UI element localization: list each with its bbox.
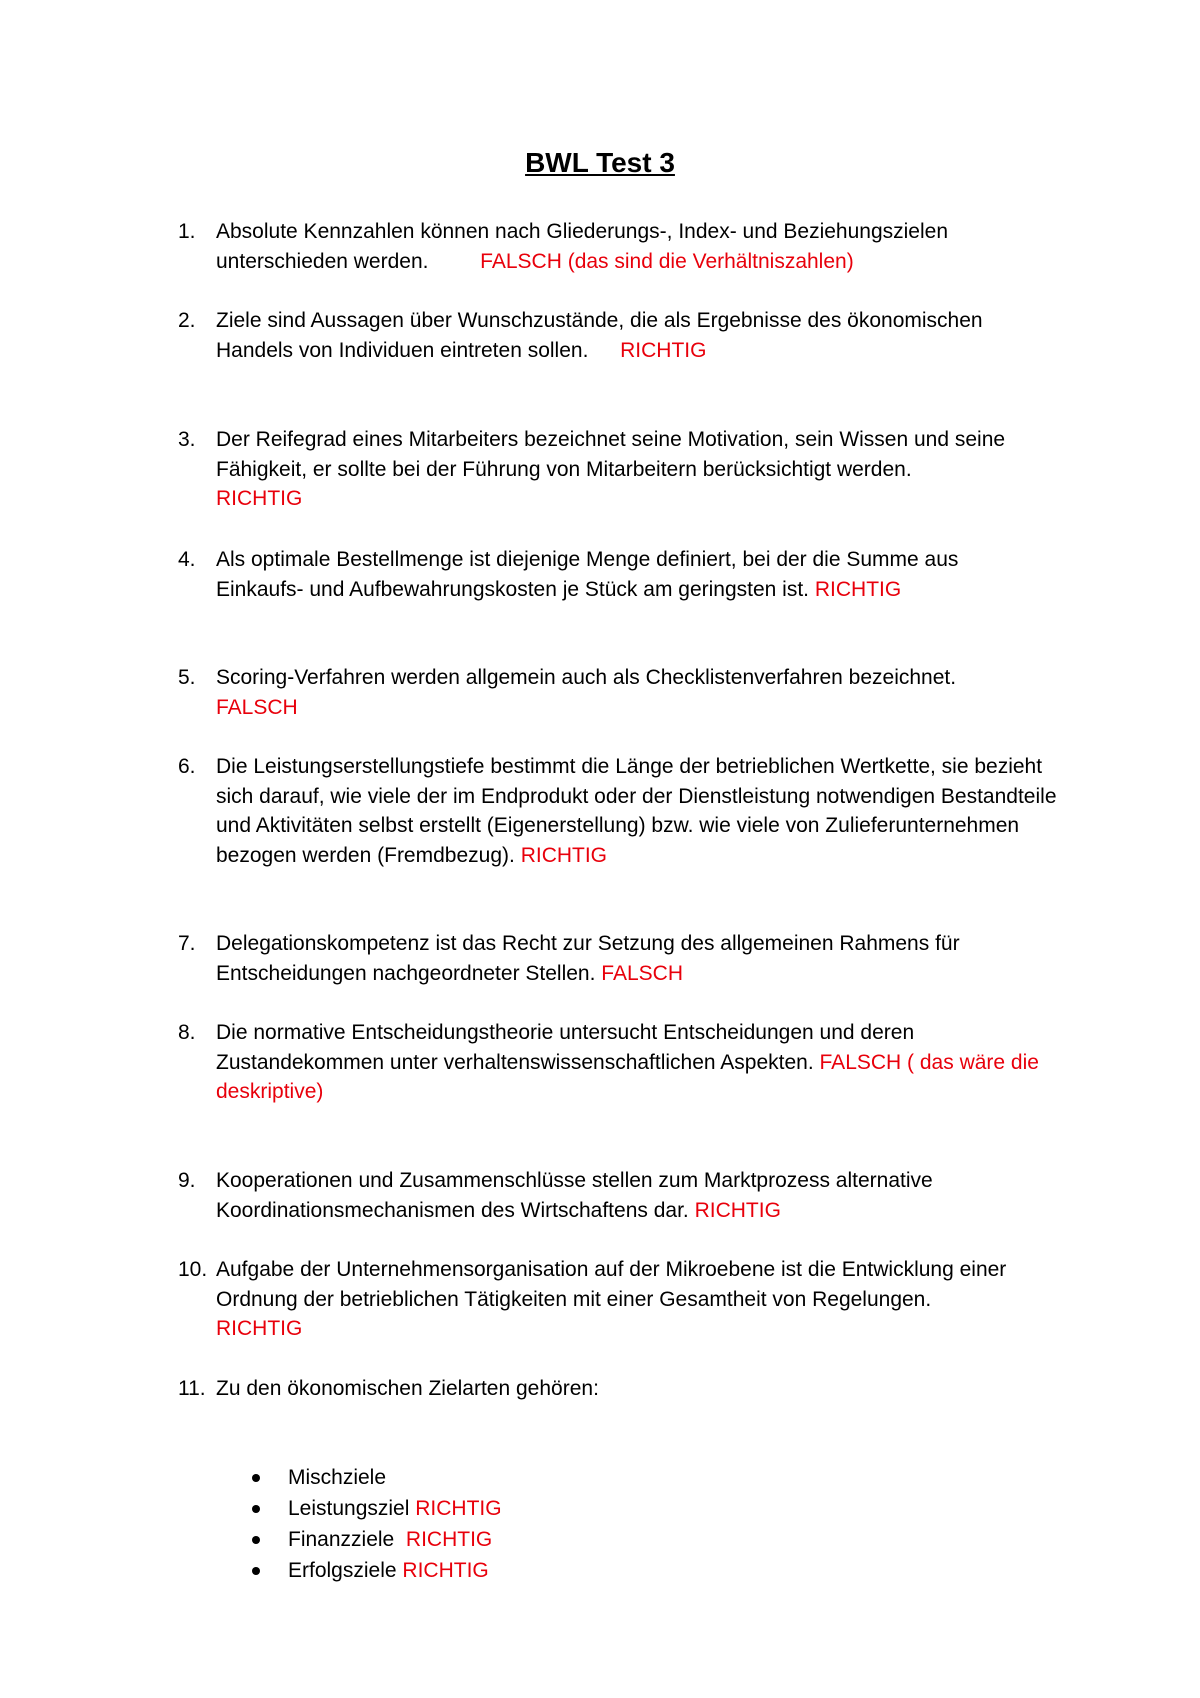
question-number: 3.	[178, 428, 196, 451]
bullet-icon	[252, 1536, 260, 1544]
list-item-text: Mischziele	[288, 1466, 387, 1489]
list-item	[250, 1555, 502, 1586]
question-text: Zu den ökonomischen Zielarten gehören:	[216, 1377, 599, 1400]
question-4	[178, 545, 1038, 604]
bullet-icon	[252, 1474, 260, 1482]
question-text: Ziele sind Aussagen über Wunschzustände, die als Ergebnisse des ökonomischen Handels von Individuen eintreten sollen.	[216, 309, 983, 362]
question-text: Scoring-Verfahren werden allgemein auch als Checklistenverfahren bezeichnet.	[216, 666, 957, 689]
question-answer: FALSCH ( das wäre die deskriptive)	[216, 1050, 1039, 1103]
question-text: Die normative Entscheidungstheorie untersucht Entscheidungen und deren Zustandekommen unter verhaltenswissenschaftlichen Aspekten.	[216, 1021, 915, 1074]
question-9	[178, 1166, 1038, 1225]
question-number: 7.	[178, 932, 196, 955]
question-answer: RICHTIG	[520, 843, 608, 867]
question-text: Als optimale Bestellmenge ist diejenige Menge definiert, bei der die Summe aus Einkaufs- und Aufbewahrungskosten je Stück am geringsten ist.	[216, 548, 959, 601]
question-3	[178, 425, 1078, 514]
question-text: Delegationskompetenz ist das Recht zur Setzung des allgemeinen Rahmens für Entscheidungen nachgeordneter Stellen.	[216, 932, 960, 985]
question-answer: FALSCH	[601, 961, 683, 985]
bullet-icon	[252, 1505, 260, 1513]
question-1	[178, 217, 978, 276]
document-title: BWL Test 3	[525, 147, 675, 178]
question-text: Die Leistungserstellungstiefe bestimmt die Länge der betrieblichen Wertkette, sie bezieht sich darauf, wie viele der im Endprodukt oder der Dienstleistung notwendigen Bestandteile und Aktivitäten selbst erstellt (Eigenerstellung) bzw. wie viele von Zulieferunternehmen bezogen werden (Fremdbezug).	[216, 755, 1057, 867]
question-8	[178, 1018, 1078, 1107]
question-number: 9.	[178, 1169, 196, 1192]
question-text: Absolute Kennzahlen können nach Gliederungs-, Index- und Beziehungszielen unterschieden werden.	[216, 220, 949, 273]
bullet-icon	[252, 1567, 260, 1575]
list-item-text: Erfolgsziele	[288, 1559, 397, 1582]
question-6	[178, 752, 1058, 870]
list-item-text: Finanzziele	[288, 1528, 395, 1551]
list-item	[250, 1493, 502, 1524]
question-answer: RICHTIG	[694, 1198, 781, 1222]
question-text: Aufgabe der Unternehmensorganisation auf der Mikroebene ist die Entwicklung einer Ordnung der betrieblichen Tätigkeiten mit einer Gesamtheit von Regelungen.	[216, 1258, 1007, 1311]
question-text: Der Reifegrad eines Mitarbeiters bezeichnet seine Motivation, sein Wissen und seine Fähigkeit, er sollte bei der Führung von Mitarbeitern berücksichtigt werden.	[216, 428, 1006, 481]
question-number: 1.	[178, 220, 196, 243]
question-text: Kooperationen und Zusammenschlüsse stellen zum Marktprozess alternative Koordinationsmechanismen des Wirtschaftens dar.	[216, 1169, 933, 1222]
question-number: 2.	[178, 309, 196, 332]
question-answer: RICHTIG	[216, 487, 303, 510]
list-item	[250, 1524, 502, 1555]
question-answer: RICHTIG	[814, 577, 902, 601]
zielarten-list	[250, 1462, 502, 1586]
list-item-answer: RICHTIG	[415, 1497, 502, 1520]
question-number: 10.	[178, 1258, 208, 1281]
question-answer: RICHTIG	[620, 338, 707, 362]
question-2	[178, 306, 1038, 365]
question-number: 11.	[178, 1377, 206, 1400]
question-11	[178, 1374, 1078, 1404]
question-number: 6.	[178, 755, 196, 778]
list-item-answer: RICHTIG	[402, 1559, 489, 1582]
question-10	[178, 1255, 1078, 1344]
question-answer: RICHTIG	[216, 1317, 303, 1340]
question-5	[178, 663, 1078, 722]
question-answer: FALSCH (das sind die Verhältniszahlen)	[480, 249, 854, 273]
list-item-text: Leistungsziel	[288, 1497, 410, 1520]
question-answer: FALSCH	[216, 695, 298, 719]
list-item	[250, 1462, 502, 1493]
question-number: 8.	[178, 1021, 196, 1044]
list-item-answer: RICHTIG	[405, 1528, 493, 1551]
question-number: 5.	[178, 666, 196, 689]
question-number: 4.	[178, 548, 196, 571]
question-7	[178, 929, 1058, 988]
